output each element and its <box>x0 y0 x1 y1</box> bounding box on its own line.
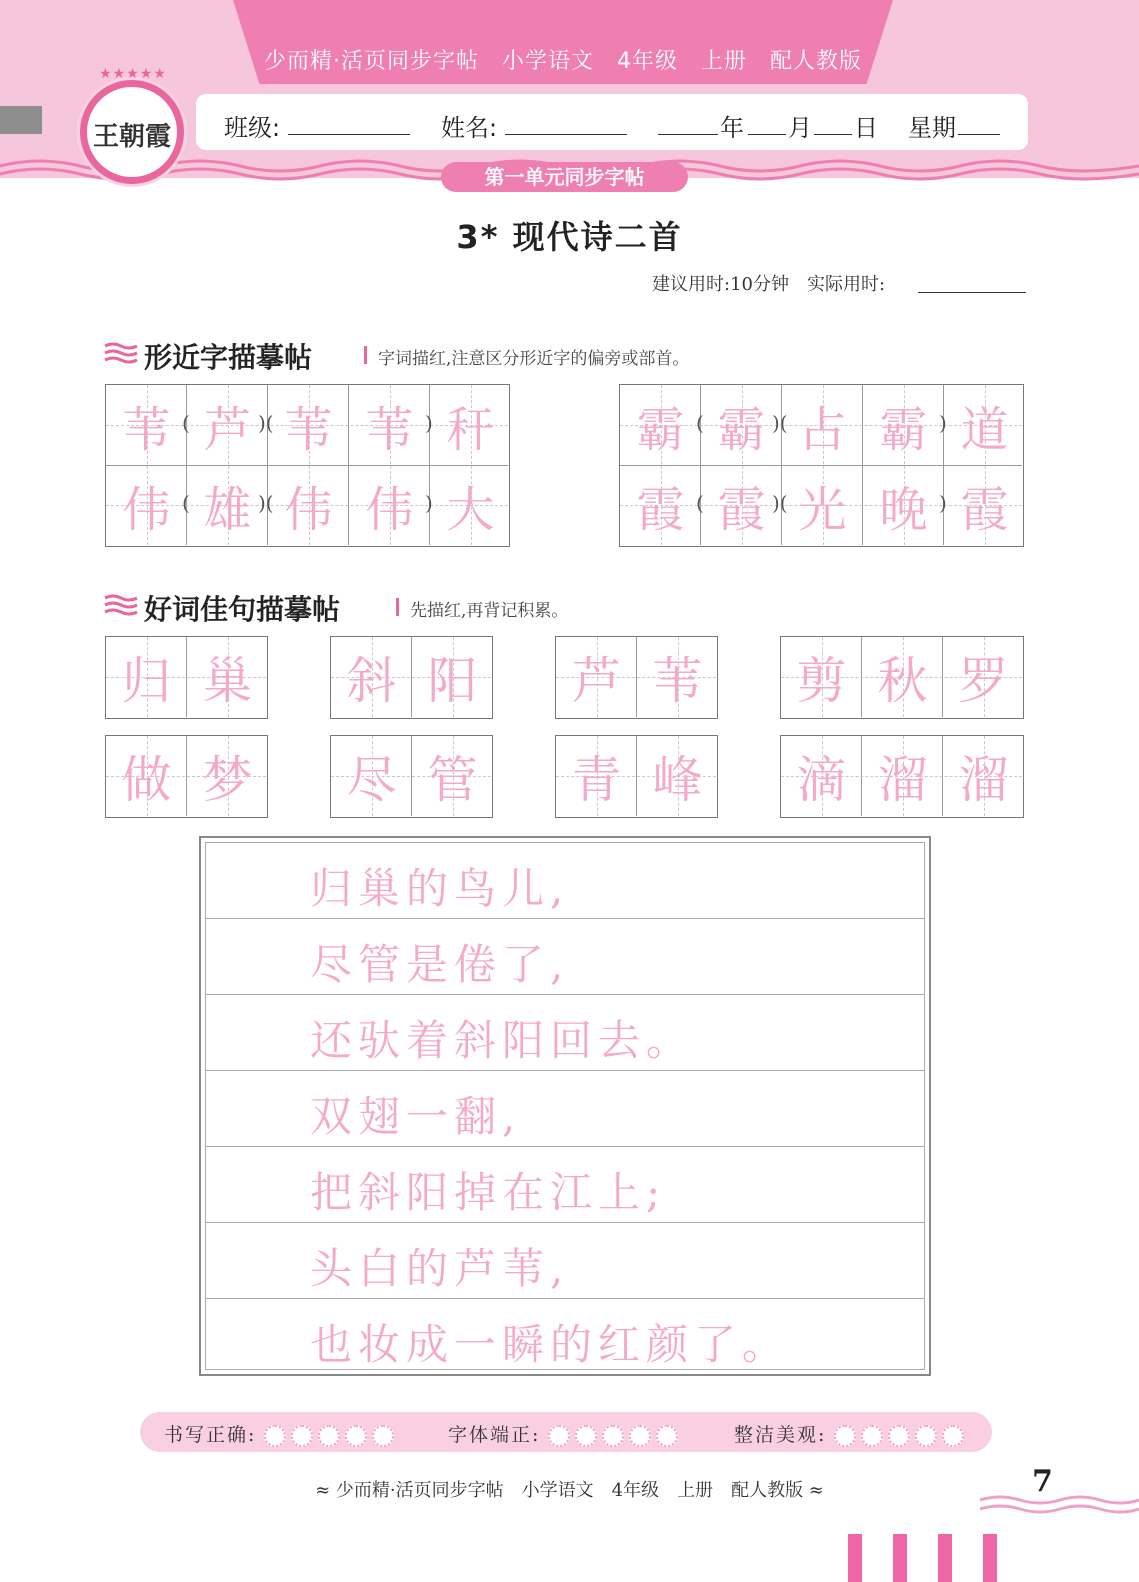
flower-icon[interactable] <box>602 1425 624 1447</box>
paren-mark: ( <box>182 491 190 515</box>
series-title: 少而精·活页同步字帖 小学语文 4年级 上册 配人教版 <box>264 49 862 74</box>
paren-mark: )( <box>258 411 274 435</box>
trace-char: 溜 <box>958 751 1009 809</box>
word-grid <box>105 735 268 818</box>
trace-char: 罗 <box>958 652 1009 710</box>
section-title-words: 好词佳句描摹帖 <box>144 593 341 626</box>
section-divider <box>396 598 399 616</box>
poem-line: 还驮着斜阳回去。 <box>310 1016 695 1065</box>
flower-icon[interactable] <box>656 1425 678 1447</box>
trace-char: 梦 <box>202 751 253 809</box>
similar-grid-left <box>105 384 510 547</box>
section-hint-words: 先描红,再背记积累。 <box>410 601 569 621</box>
side-tab <box>0 106 42 134</box>
time-suggestion: 建议用时:10分钟 实际用时: <box>652 274 886 295</box>
month-label: 月 <box>788 114 812 142</box>
year-field[interactable] <box>658 134 718 135</box>
flower-icon[interactable] <box>915 1425 937 1447</box>
paren-mark: ) <box>939 411 947 435</box>
class-field[interactable] <box>288 134 410 135</box>
word-grid <box>780 735 1024 818</box>
rating-item <box>734 1420 969 1447</box>
trace-char: 管 <box>427 751 478 809</box>
trace-char: 芦 <box>571 652 622 710</box>
flower-icon[interactable] <box>318 1425 340 1447</box>
wave-lines-icon <box>104 342 138 364</box>
trace-char: 霞 <box>717 481 766 538</box>
poem-line: 归巢的鸟儿, <box>310 864 570 913</box>
poem-rule <box>205 1070 925 1071</box>
trace-char: 苇 <box>365 401 414 458</box>
rating-label: 书写正确: <box>164 1424 257 1446</box>
deco-bar <box>893 1534 907 1582</box>
deco-bar <box>848 1534 862 1582</box>
trace-char: 占 <box>798 401 847 458</box>
trace-char: 青 <box>571 751 622 809</box>
flower-icon[interactable] <box>548 1425 570 1447</box>
trace-char: 大 <box>446 481 495 538</box>
flower-icon[interactable] <box>264 1425 286 1447</box>
paren-mark: ( <box>696 411 704 435</box>
unit-label: 第一单元同步字帖 <box>441 162 688 192</box>
trace-char: 溜 <box>877 751 928 809</box>
trace-char: 雄 <box>203 481 252 538</box>
section-divider <box>364 346 367 364</box>
name-label: 姓名: <box>441 114 498 142</box>
trace-char: 苇 <box>652 652 703 710</box>
trace-char: 苇 <box>122 401 171 458</box>
trace-char: 尽 <box>346 751 397 809</box>
actual-time-field[interactable] <box>918 292 1026 293</box>
paren-mark: )( <box>772 491 788 515</box>
flower-icon[interactable] <box>861 1425 883 1447</box>
poem-rule <box>205 1222 925 1223</box>
page-number: 7 <box>1032 1464 1053 1499</box>
logo-stars-icon: ★★★★★ <box>99 66 167 82</box>
month-field[interactable] <box>748 134 786 135</box>
trace-char: 斜 <box>346 652 397 710</box>
flower-icon[interactable] <box>291 1425 313 1447</box>
trace-char: 做 <box>121 751 172 809</box>
poem-line: 把斜阳掉在江上; <box>310 1168 667 1217</box>
lesson-title: 3* 现代诗二首 <box>456 218 683 256</box>
flower-icon[interactable] <box>575 1425 597 1447</box>
flower-icon[interactable] <box>834 1425 856 1447</box>
year-label: 年 <box>720 114 744 142</box>
similar-grid-right <box>619 384 1024 547</box>
paren-mark: ( <box>182 411 190 435</box>
paren-mark: ) <box>939 491 947 515</box>
footer-series: ≈ 少而精·活页同步字帖 小学语文 4年级 上册 配人教版 ≈ <box>315 1480 824 1501</box>
trace-char: 道 <box>960 401 1009 458</box>
poem-line: 也妆成一瞬的红颜了。 <box>310 1320 791 1369</box>
word-grid <box>780 636 1024 719</box>
section-hint-similar: 字词描红,注意区分形近字的偏旁或部首。 <box>378 349 690 369</box>
student-info-box <box>196 94 1028 150</box>
trace-char: 伟 <box>122 481 171 538</box>
wave-lines-icon <box>104 594 138 616</box>
paren-mark: ) <box>425 411 433 435</box>
logo-text: 王朝霞 <box>92 122 171 152</box>
flower-icon[interactable] <box>888 1425 910 1447</box>
trace-char: 霸 <box>636 401 685 458</box>
weekday-field[interactable] <box>958 134 1000 135</box>
day-label: 日 <box>854 114 878 142</box>
deco-bar <box>938 1534 952 1582</box>
trace-char: 伟 <box>365 481 414 538</box>
trace-char: 秆 <box>446 401 495 458</box>
poem-line: 头白的芦苇, <box>310 1244 570 1293</box>
trace-char: 归 <box>121 652 172 710</box>
rating-label: 整洁美观: <box>734 1424 827 1446</box>
deco-bar <box>983 1534 997 1582</box>
flower-icon[interactable] <box>629 1425 651 1447</box>
paren-mark: ( <box>696 491 704 515</box>
word-grid <box>555 735 718 818</box>
trace-char: 苇 <box>284 401 333 458</box>
section-title-similar: 形近字描摹帖 <box>144 341 313 374</box>
trace-char: 晚 <box>879 481 928 538</box>
poem-rule <box>205 1298 925 1299</box>
weekday-label: 星期 <box>908 114 956 142</box>
trace-char: 秋 <box>877 652 928 710</box>
trace-char: 光 <box>798 481 847 538</box>
flower-icon[interactable] <box>345 1425 367 1447</box>
poem-rule <box>205 994 925 995</box>
name-field[interactable] <box>505 134 627 135</box>
word-grid <box>555 636 718 719</box>
poem-rule <box>205 1146 925 1147</box>
day-field[interactable] <box>814 134 852 135</box>
poem-line: 尽管是倦了, <box>310 940 570 989</box>
paren-mark: )( <box>258 491 274 515</box>
paren-mark: )( <box>772 411 788 435</box>
rating-item <box>164 1420 399 1447</box>
trace-char: 阳 <box>427 652 478 710</box>
poem-rule <box>205 918 925 919</box>
footer-wave <box>980 1494 1139 1516</box>
word-grid <box>105 636 268 719</box>
trace-char: 霞 <box>960 481 1009 538</box>
word-grid <box>330 636 493 719</box>
rating-label: 字体端正: <box>448 1424 541 1446</box>
flower-icon[interactable] <box>372 1425 394 1447</box>
trace-char: 剪 <box>796 652 847 710</box>
class-label: 班级: <box>224 114 281 142</box>
trace-char: 芦 <box>203 401 252 458</box>
trace-char: 巢 <box>202 652 253 710</box>
trace-char: 滴 <box>796 751 847 809</box>
word-grid <box>330 735 493 818</box>
trace-char: 霞 <box>636 481 685 538</box>
trace-char: 峰 <box>652 751 703 809</box>
flower-icon[interactable] <box>942 1425 964 1447</box>
paren-mark: ) <box>425 491 433 515</box>
rating-item <box>448 1420 683 1447</box>
trace-char: 霸 <box>717 401 766 458</box>
trace-char: 霸 <box>879 401 928 458</box>
trace-char: 伟 <box>284 481 333 538</box>
poem-line: 双翅一翻, <box>310 1092 522 1141</box>
